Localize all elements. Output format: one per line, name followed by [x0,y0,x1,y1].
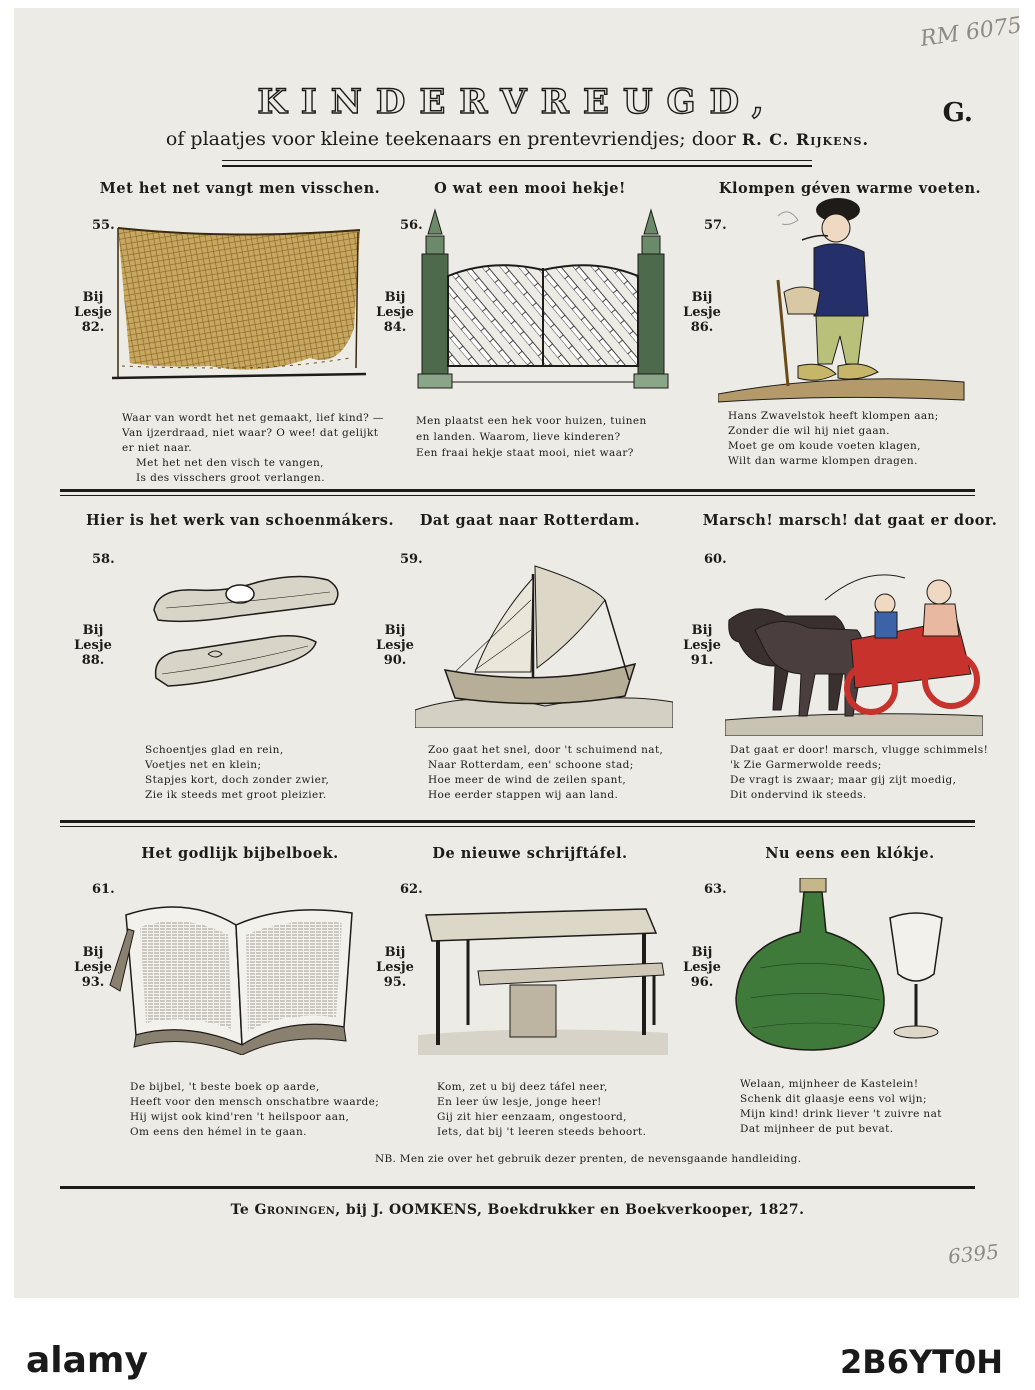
row-divider-2-thin [60,826,975,827]
verse-line: Gij zit hier eenzaam, ongestoord, [437,1111,627,1123]
verse-57 [728,409,939,469]
lesson-ref-bij: Bij [384,290,406,305]
verse-58 [145,743,329,803]
lesson-ref-bij: Bij [691,623,713,638]
verse-line: Men plaatst een hek voor huizen, tuinen [416,415,647,427]
caption-61: Het godlijk bijbelboek. [141,845,339,862]
man-with-clogs-illustration [718,196,968,406]
verse-56 [416,413,647,461]
lesson-ref-58 [68,623,118,668]
row-divider-1-thin [60,495,975,496]
verse-line: Waar van wordt het net gemaakt, lief kind? — [122,412,384,424]
lesson-ref-63 [677,945,727,990]
verse-line: En leer úw lesje, jonge heer! [437,1096,602,1108]
stock-logo: alamy [26,1340,148,1381]
verse-line: De vragt is zwaar; maar gij zijt moedig, [730,774,957,786]
row-divider-2 [60,820,975,823]
lesson-ref-lesje: Lesje [376,638,414,653]
verse-59 [428,743,663,803]
lesson-ref-bij: Bij [691,945,713,960]
title-rule [222,165,812,167]
caption-60: Marsch! marsch! dat gaat er door. [702,512,998,529]
verse-61 [130,1080,379,1140]
row-divider-1 [60,489,975,492]
caption-58: Hier is het werk van schoenmákers. [85,512,395,529]
lesson-ref-bij: Bij [384,623,406,638]
verse-line: 'k Zie Garmerwolde reeds; [730,759,882,771]
handwritten-inventory-number: RM 6075 [918,13,1024,52]
plate-number-63: 63. [704,882,727,897]
verse-55 [122,411,384,486]
verse-line: Schoentjes glad en rein, [145,744,284,756]
plate-number-58: 58. [92,552,115,567]
verse-line: Schenk dit glaasje eens vol wijn; [740,1093,927,1105]
author-name: R. C. Rijkens. [741,130,870,149]
lesson-ref-bij: Bij [82,623,104,638]
plate-number-55: 55. [92,218,115,233]
plate-number-57: 57. [704,218,727,233]
school-desk-illustration [418,895,668,1055]
verse-line: Met het net den visch te vangen, [136,457,324,469]
verse-line: Moet ge om koude voeten klagen, [728,440,921,452]
lesson-ref-lesje: Lesje [376,960,414,975]
open-bible-illustration [106,895,370,1055]
stock-image-code: 2B6YT0H [840,1343,1003,1381]
lesson-ref-lesje: Lesje [683,638,721,653]
verse-line: Hij wijst ook kind'ren 't heilspoor aan, [130,1111,350,1123]
plate-number-59: 59. [400,552,423,567]
lesson-ref-lesje: Lesje [376,305,414,320]
verse-line: Zoo gaat het snel, door 't schuimend nat, [428,744,664,756]
lesson-ref-number: 93. [81,975,105,990]
lesson-ref-lesje: Lesje [74,305,112,320]
verse-line: Van ijzerdraad, niet waar? O wee! dat gelijkt [122,427,379,439]
subtitle-text: of plaatjes voor kleine teekenaars en prentevriendjes; door [165,128,736,150]
imprint-city: Groningen, [254,1202,341,1218]
fishing-net-illustration [110,218,368,386]
lesson-ref-number: 86. [690,320,714,335]
lesson-ref-60 [677,623,727,668]
lesson-ref-bij: Bij [82,290,104,305]
verse-line: Zonder die wil hij niet gaan. [728,425,890,437]
lesson-ref-59 [370,623,420,668]
lesson-ref-number: 95. [383,975,407,990]
lesson-ref-bij: Bij [82,945,104,960]
verse-line: er niet naar. [122,442,193,454]
verse-line: Welaan, mijnheer de Kastelein! [740,1078,919,1090]
bottle-and-glass-illustration [730,878,962,1058]
verse-line: Voetjes net en klein; [145,759,262,771]
shoes-illustration [148,570,348,700]
verse-line: Dat mijnheer de put bevat. [740,1123,894,1135]
lesson-ref-number: 96. [690,975,714,990]
verse-line: Dat gaat er door! marsch, vlugge schimmels! [730,744,989,756]
verse-line: Om eens den hémel in te gaan. [130,1126,307,1138]
imprint-publisher: bij J. OOMKENS, Boekdrukker en Boekverkooper, 1827. [345,1202,805,1218]
caption-59: Dat gaat naar Rotterdam. [419,512,641,529]
verse-line: Wilt dan warme klompen dragen. [728,455,918,467]
caption-57: Klompen géven warme voeten. [718,180,982,197]
caption-56: O wat een mooi hekje! [434,180,626,197]
verse-line: Iets, dat bij 't leeren steeds behoort. [437,1126,647,1138]
sailing-boat-illustration [415,560,673,728]
caption-62: De nieuwe schrijftáfel. [432,845,628,862]
verse-line: Naar Rotterdam, een' schoone stad; [428,759,634,771]
verse-line: De bijbel, 't beste boek op aarde, [130,1081,320,1093]
lesson-ref-lesje: Lesje [683,960,721,975]
imprint-prefix: Te [230,1202,250,1218]
verse-60 [730,743,988,803]
footer-divider [60,1186,975,1189]
lesson-ref-number: 82. [81,320,105,335]
page-subtitle [0,128,1035,150]
lesson-ref-number: 90. [383,653,407,668]
caption-63: Nu eens een klókje. [765,845,935,862]
verse-line: Hans Zwavelstok heeft klompen aan; [728,410,939,422]
verse-line: Hoe eerder stappen wij aan land. [428,789,619,801]
verse-63 [740,1077,942,1137]
page-title: KINDERVREUGD, [257,82,778,122]
verse-line: en landen. Waarom, lieve kinderen? [416,431,621,443]
verse-line: Is des visschers groot verlangen. [136,472,325,484]
lesson-ref-bij: Bij [384,945,406,960]
plate-number-62: 62. [400,882,423,897]
lesson-ref-lesje: Lesje [74,638,112,653]
lesson-ref-number: 84. [383,320,407,335]
verse-line: Dit ondervind ik steeds. [730,789,867,801]
plate-number-61: 61. [92,882,115,897]
lesson-ref-62 [370,945,420,990]
lesson-ref-bij: Bij [691,290,713,305]
usage-note: NB. Men zie over het gebruik dezer prenten, de nevensgaande handleiding. [375,1153,802,1165]
verse-line: Een fraai hekje staat mooi, niet waar? [416,447,634,459]
imprint [0,1202,1035,1218]
lesson-ref-number: 91. [690,653,714,668]
lesson-ref-number: 88. [81,653,105,668]
verse-line: Zie ik steeds met groot pleizier. [145,789,327,801]
verse-line: Hoe meer de wind de zeilen spant, [428,774,627,786]
lesson-ref-lesje: Lesje [683,305,721,320]
lesson-ref-lesje: Lesje [74,960,112,975]
plate-number-60: 60. [704,552,727,567]
verse-line: Kom, zet u bij deez táfel neer, [437,1081,608,1093]
horse-cart-illustration [725,570,983,736]
garden-gate-illustration [412,206,687,392]
verse-62 [437,1080,646,1140]
verse-line: Heeft voor den mensch onschatbre waarde; [130,1096,380,1108]
sheet-letter: G. [942,98,973,128]
title-rule-thin [222,160,812,161]
verse-line: Stapjes kort, doch zonder zwier, [145,774,330,786]
caption-55: Met het net vangt men visschen. [99,180,381,197]
plate-number-56: 56. [400,218,423,233]
handwritten-number: 6395 [946,1239,1001,1269]
verse-line: Mijn kind! drink liever 't zuivre nat [740,1108,942,1120]
